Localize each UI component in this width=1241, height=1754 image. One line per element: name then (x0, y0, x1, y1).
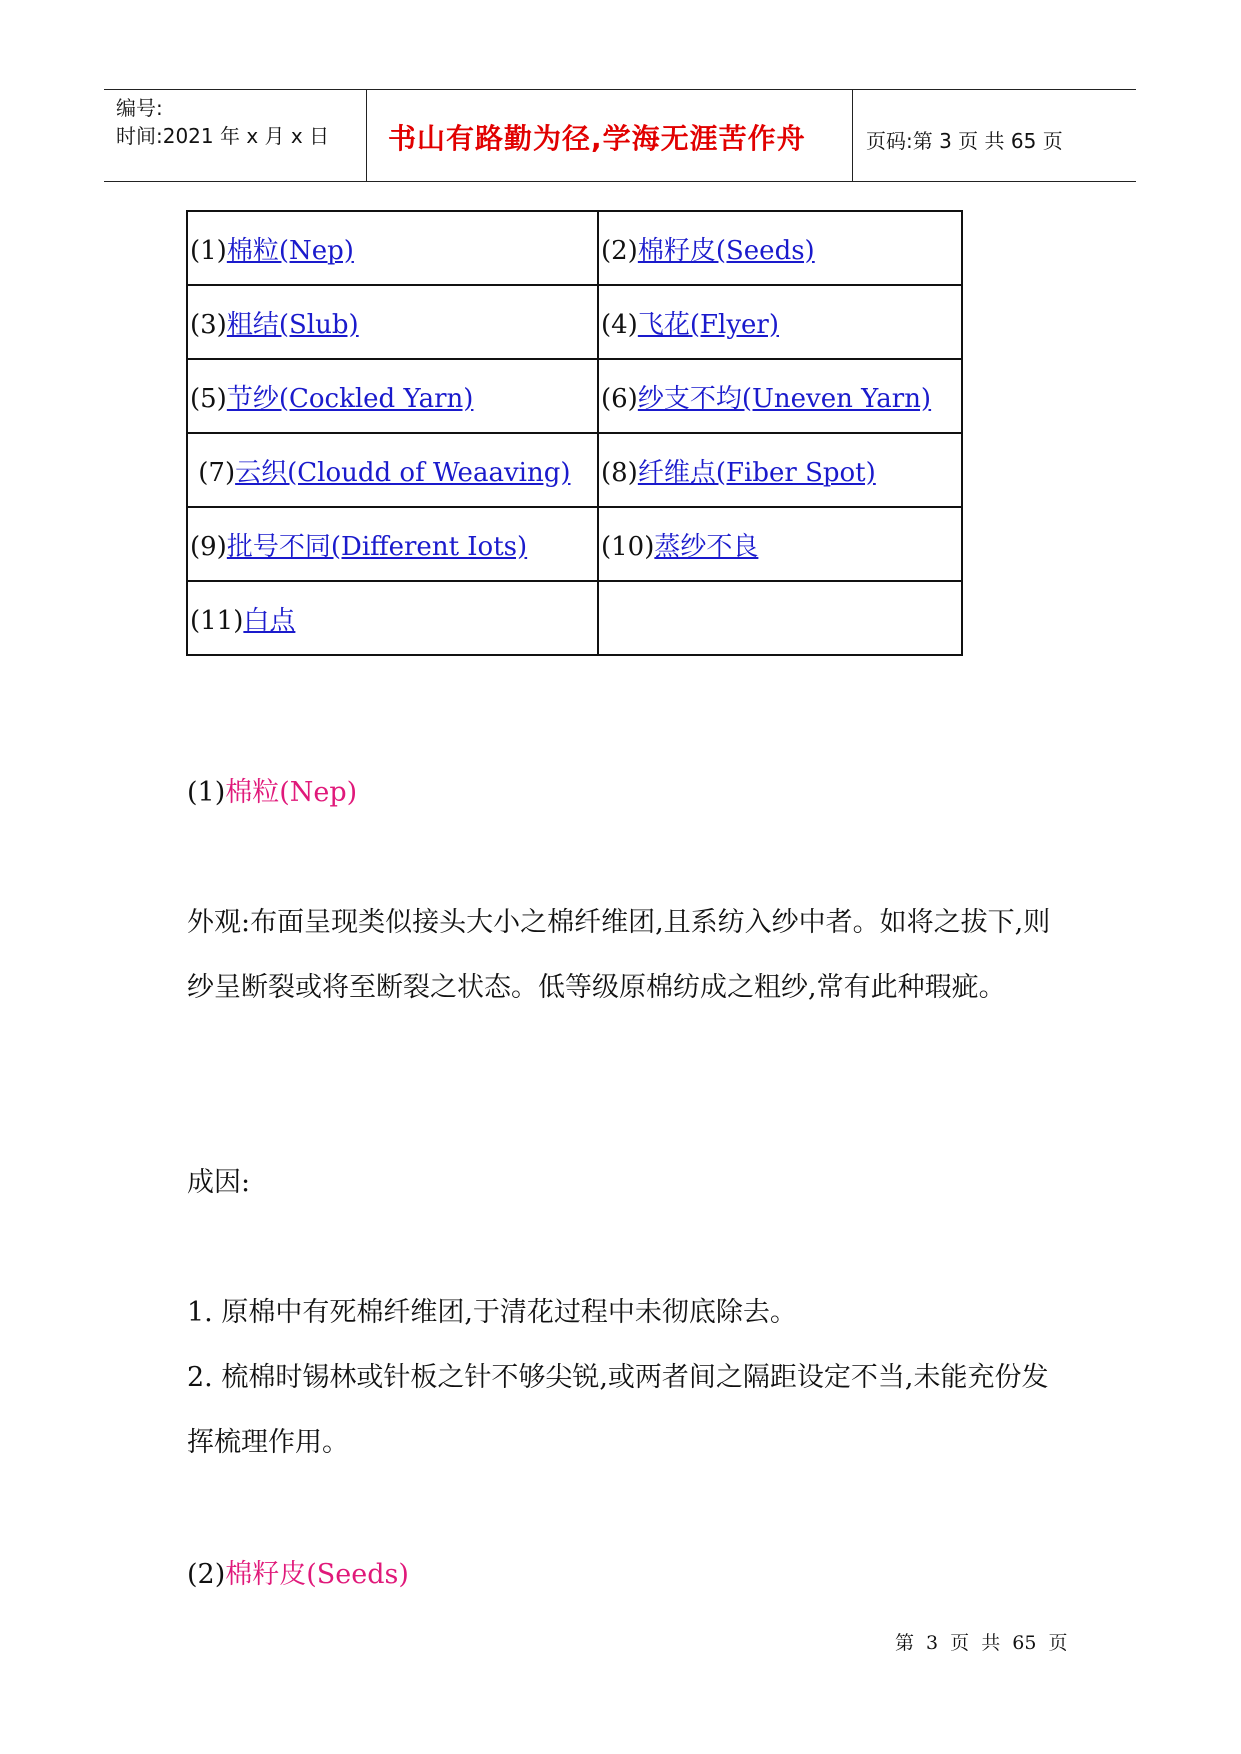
header-divider-left (366, 89, 367, 182)
header-page-label: 页码:第 3 页 共 65 页 (866, 129, 1063, 153)
toc-row (187, 359, 962, 433)
toc-cell (187, 507, 598, 581)
toc-row (187, 211, 962, 285)
toc-link[interactable]: 蒸纱不良 (654, 531, 759, 562)
toc-cell (598, 285, 962, 359)
toc-number: (10) (601, 531, 655, 562)
cause-item-2: 2. 梳棉时锡林或针板之针不够尖锐,或两者间之隔距设定不当,未能充份发挥梳理作用。 (187, 1362, 1049, 1458)
toc-row (187, 285, 962, 359)
toc-cell (187, 433, 598, 507)
toc-number: (7) (198, 457, 236, 488)
section2-number: (2) (187, 1559, 226, 1590)
header-motto: 书山有路勤为径,学海无涯苦作舟 (388, 122, 806, 155)
footer-page-number: 第 3 页 共 65 页 (895, 1632, 1068, 1654)
toc-row (187, 433, 962, 507)
toc-link[interactable]: 纤维点(Fiber Spot) (637, 457, 876, 488)
toc-link[interactable]: 纱支不均(Uneven Yarn) (637, 383, 932, 414)
toc-number: (3) (190, 309, 227, 340)
appearance-paragraph: 外观:布面呈现类似接头大小之棉纤维团,且系纺入纱中者。如将之拔下,则纱呈断裂或将至断裂之状态。低等级原棉纺成之粗纱,常有此种瑕疵。 (187, 907, 1051, 1003)
header-bottom-rule (104, 181, 1136, 182)
toc-number: (1) (190, 235, 227, 266)
cause-item-1: 1. 原棉中有死棉纤维团,于清花过程中未彻底除去。 (187, 1297, 797, 1328)
header-time-label: 时间:2021 年 x 月 x 日 (116, 124, 330, 148)
toc-number: (6) (601, 383, 638, 414)
toc-cell (187, 211, 598, 285)
cause-label: 成因: (187, 1167, 251, 1198)
toc-cell (598, 507, 962, 581)
section1-number: (1) (187, 777, 226, 808)
toc-cell (187, 581, 598, 655)
toc-number: (4) (601, 309, 638, 340)
toc-link[interactable]: 云织(Cloudd of Weaaving) (235, 457, 571, 488)
toc-number: (8) (601, 457, 638, 488)
toc-number: (5) (190, 383, 227, 414)
section1-heading (187, 760, 1067, 825)
toc-cell (598, 433, 962, 507)
toc-cell-empty (598, 581, 962, 655)
toc-link[interactable]: 粗结(Slub) (226, 309, 359, 340)
toc-number: (2) (601, 235, 638, 266)
header-number-label: 编号: (116, 96, 163, 120)
section2-heading (187, 1542, 1067, 1607)
section2-title: 棉籽皮(Seeds) (225, 1559, 409, 1590)
toc-cell (187, 285, 598, 359)
header-divider-right (852, 89, 853, 182)
toc-link[interactable]: 飞花(Flyer) (637, 309, 779, 340)
toc-link[interactable]: 白点 (243, 605, 296, 636)
section1-title: 棉粒(Nep) (225, 777, 358, 808)
toc-link[interactable]: 批号不同(Different Iots) (226, 531, 528, 562)
toc-cell (598, 211, 962, 285)
toc-row (187, 507, 962, 581)
toc-table (186, 210, 963, 656)
toc-link[interactable]: 节纱(Cockled Yarn) (226, 383, 474, 414)
toc-link[interactable]: 棉籽皮(Seeds) (637, 235, 815, 266)
toc-cell (598, 359, 962, 433)
toc-row (187, 581, 962, 655)
toc-cell (187, 359, 598, 433)
toc-number: (9) (190, 531, 227, 562)
header-top-rule (104, 89, 1136, 90)
toc-number: (11) (190, 605, 244, 636)
toc-link[interactable]: 棉粒(Nep) (226, 235, 354, 266)
